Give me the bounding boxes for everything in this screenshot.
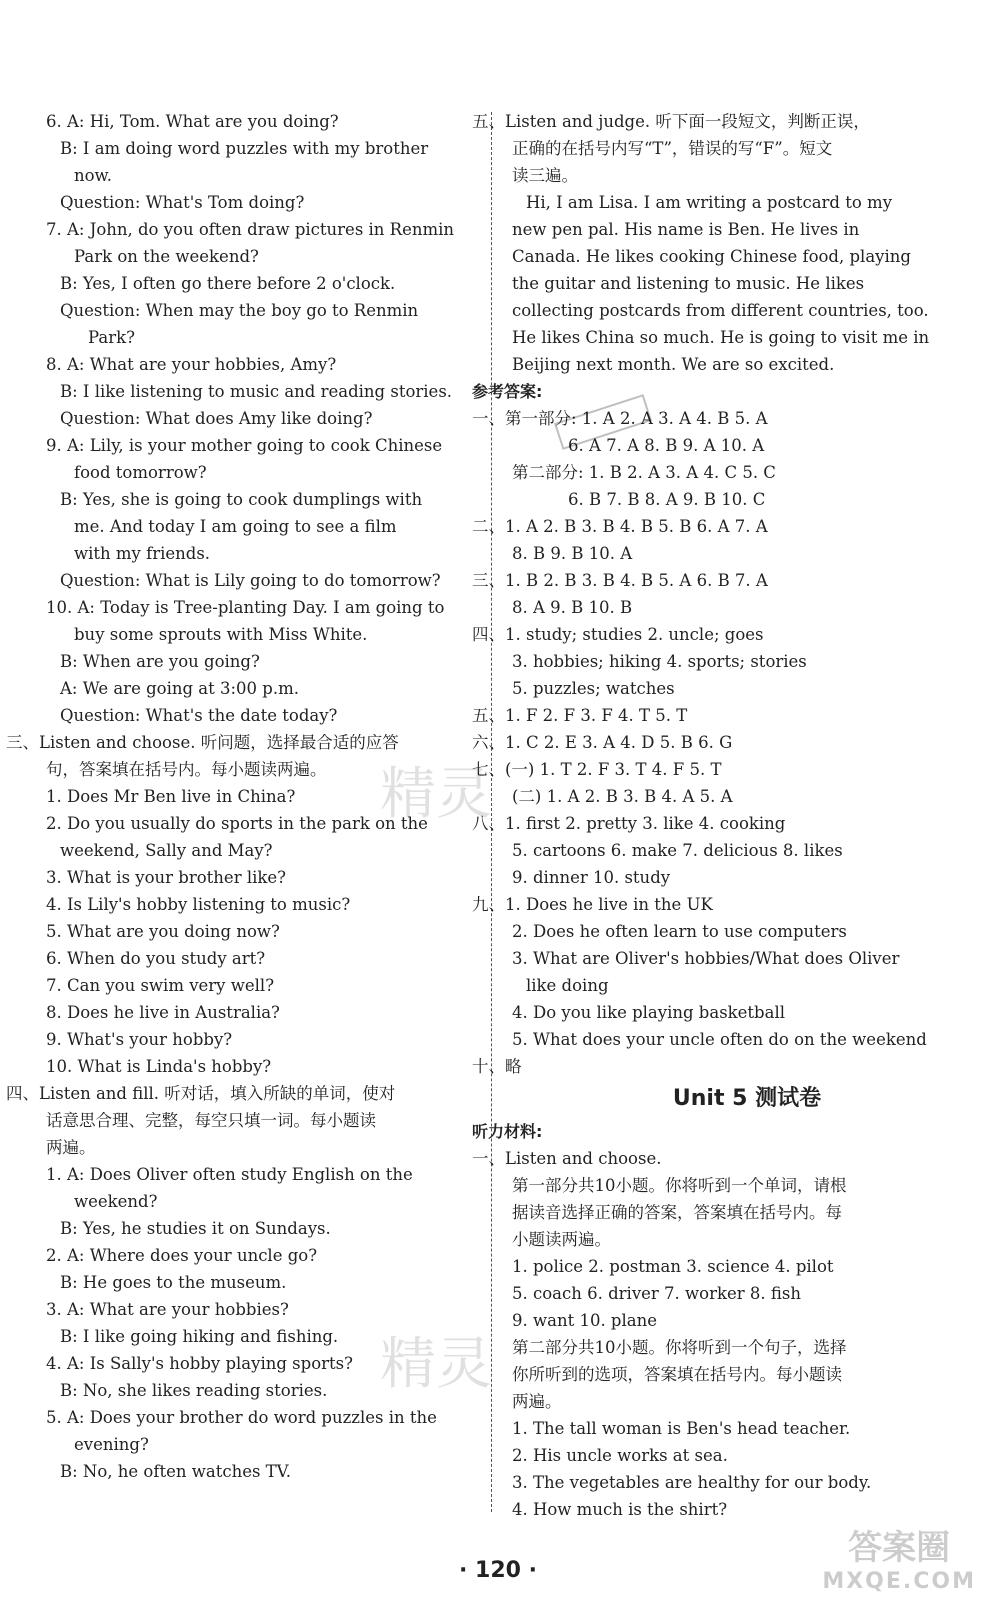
text-line: 四、Listen and fill. 听对话，填入所缺的单词，使对 bbox=[6, 1084, 396, 1103]
text-line: 8. Does he live in Australia? bbox=[46, 1003, 280, 1022]
text-line: 一、Listen and choose. bbox=[472, 1149, 662, 1168]
text-line: 五、1. F 2. F 3. F 4. T 5. T bbox=[472, 706, 688, 725]
text-line: (二) 1. A 2. B 3. B 4. A 5. A bbox=[512, 787, 733, 806]
text-line: Question: When may the boy go to Renmin bbox=[60, 301, 419, 320]
text-line: Question: What does Amy like doing? bbox=[60, 409, 373, 428]
text-line: 5. What does your uncle often do on the weekend bbox=[512, 1030, 927, 1049]
text-line: collecting postcards from different countries, too. bbox=[512, 301, 929, 320]
text-line: 句，答案填在括号内。每小题读两遍。 bbox=[46, 760, 327, 779]
text-line: Question: What is Lily going to do tomorrow? bbox=[60, 571, 441, 590]
text-line: now. bbox=[74, 166, 112, 185]
text-line: 6. B 7. B 8. A 9. B 10. C bbox=[568, 490, 766, 509]
logo-text: 答案圈 bbox=[848, 1528, 951, 1568]
watermark: 精灵 bbox=[380, 762, 492, 827]
text-line: 1. police 2. postman 3. science 4. pilot bbox=[512, 1257, 834, 1276]
text-line: A: We are going at 3:00 p.m. bbox=[60, 679, 299, 698]
text-line: 2. His uncle works at sea. bbox=[512, 1446, 728, 1465]
text-line: the guitar and listening to music. He likes bbox=[512, 274, 865, 293]
text-line: 6. A: Hi, Tom. What are you doing? bbox=[46, 112, 339, 131]
text-line: 四、1. study; studies 2. uncle; goes bbox=[472, 625, 764, 644]
text-line: Hi, I am Lisa. I am writing a postcard to my bbox=[526, 193, 893, 212]
text-line: 1. A: Does Oliver often study English on the bbox=[46, 1165, 413, 1184]
text-line: 4. Do you like playing basketball bbox=[512, 1003, 786, 1022]
text-line: new pen pal. His name is Ben. He lives in bbox=[512, 220, 860, 239]
text-line: 三、Listen and choose. 听问题，选择最合适的应答 bbox=[6, 733, 399, 752]
text-line: 据读音选择正确的答案，答案填在括号内。每 bbox=[512, 1203, 842, 1222]
text-line: B: Yes, she is going to cook dumplings with bbox=[60, 490, 423, 509]
text-line: B: When are you going? bbox=[60, 652, 260, 671]
text-line: 3. The vegetables are healthy for our body. bbox=[512, 1473, 872, 1492]
text-line: 8. A: What are your hobbies, Amy? bbox=[46, 355, 337, 374]
text-line: 4. A: Is Sally's hobby playing sports? bbox=[46, 1354, 353, 1373]
text-line: B: Yes, he studies it on Sundays. bbox=[60, 1219, 331, 1238]
text-line: 参考答案: bbox=[472, 382, 543, 401]
text-line: 3. A: What are your hobbies? bbox=[46, 1300, 289, 1319]
text-line: 第一部分共10小题。你将听到一个单词，请根 bbox=[512, 1176, 847, 1195]
text-line: 1. Does Mr Ben live in China? bbox=[46, 787, 296, 806]
text-line: 6. A 7. A 8. B 9. A 10. A bbox=[568, 436, 765, 455]
page-number: · 120 · bbox=[459, 1558, 537, 1583]
text-line: 9. want 10. plane bbox=[512, 1311, 658, 1330]
text-line: 两遍。 bbox=[512, 1392, 562, 1411]
text-line: 正确的在括号内写“T”，错误的写“F”。短文 bbox=[512, 139, 833, 158]
text-line: weekend? bbox=[74, 1192, 158, 1211]
right-column bbox=[472, 108, 982, 1523]
text-line: 5. coach 6. driver 7. worker 8. fish bbox=[512, 1284, 801, 1303]
text-line: 六、1. C 2. E 3. A 4. D 5. B 6. G bbox=[472, 733, 733, 752]
text-line: me. And today I am going to see a film bbox=[74, 517, 397, 536]
text-line: 3. What are Oliver's hobbies/What does Oliver bbox=[512, 949, 900, 968]
text-line: 7. Can you swim very well? bbox=[46, 976, 275, 995]
text-line: 你所听到的选项，答案填在括号内。每小题读 bbox=[512, 1365, 842, 1384]
text-line: buy some sprouts with Miss White. bbox=[74, 625, 368, 644]
text-line: evening? bbox=[74, 1435, 149, 1454]
text-line: B: I am doing word puzzles with my brother bbox=[60, 139, 429, 158]
text-line: 7. A: John, do you often draw pictures in Renmin bbox=[46, 220, 455, 239]
text-line: 9. dinner 10. study bbox=[512, 868, 671, 887]
text-line: 10. What is Linda's hobby? bbox=[46, 1057, 272, 1076]
text-line: Canada. He likes cooking Chinese food, playing bbox=[512, 247, 911, 266]
text-line: weekend, Sally and May? bbox=[60, 841, 273, 860]
text-line: B: No, she likes reading stories. bbox=[60, 1381, 328, 1400]
text-line: 8. B 9. B 10. A bbox=[512, 544, 633, 563]
text-line: 二、1. A 2. B 3. B 4. B 5. B 6. A 7. A bbox=[472, 517, 768, 536]
text-line: 9. What's your hobby? bbox=[46, 1030, 233, 1049]
text-line: 话意思合理、完整，每空只填一词。每小题读 bbox=[46, 1111, 376, 1130]
text-line: 5. puzzles; watches bbox=[512, 679, 675, 698]
text-line: 读三遍。 bbox=[512, 166, 578, 185]
text-line: B: No, he often watches TV. bbox=[60, 1462, 291, 1481]
text-line: 五、Listen and judge. 听下面一段短文，判断正误， bbox=[472, 112, 870, 131]
text-line: 1. The tall woman is Ben's head teacher. bbox=[512, 1419, 851, 1438]
text-line: B: I like listening to music and reading stories. bbox=[60, 382, 453, 401]
site-logo bbox=[822, 1520, 976, 1594]
text-line: 2. Does he often learn to use computers bbox=[512, 922, 847, 941]
text-line: 八、1. first 2. pretty 3. like 4. cooking bbox=[472, 814, 786, 833]
text-line: Park on the weekend? bbox=[74, 247, 259, 266]
text-line: 10. A: Today is Tree-planting Day. I am going to bbox=[46, 598, 445, 617]
text-line: 3. hobbies; hiking 4. sports; stories bbox=[512, 652, 807, 671]
text-line: 第二部分: 1. B 2. A 3. A 4. C 5. C bbox=[512, 463, 776, 482]
text-line: B: Yes, I often go there before 2 o'clock. bbox=[60, 274, 396, 293]
text-line: Beijing next month. We are so excited. bbox=[512, 355, 835, 374]
text-line: 8. A 9. B 10. B bbox=[512, 598, 633, 617]
text-line: 3. What is your brother like? bbox=[46, 868, 286, 887]
text-line: 5. What are you doing now? bbox=[46, 922, 280, 941]
text-line: B: I like going hiking and fishing. bbox=[60, 1327, 339, 1346]
text-line: 第二部分共10小题。你将听到一个句子，选择 bbox=[512, 1338, 847, 1357]
text-line: He likes China so much. He is going to visit me in bbox=[512, 328, 930, 347]
text-line: 小题读两遍。 bbox=[512, 1230, 611, 1249]
text-line: 九、1. Does he live in the UK bbox=[472, 895, 713, 914]
text-line: Question: What's Tom doing? bbox=[60, 193, 305, 212]
text-line: 2. A: Where does your uncle go? bbox=[46, 1246, 318, 1265]
text-line: like doing bbox=[526, 976, 609, 995]
section-title: Unit 5 测试卷 bbox=[672, 1086, 822, 1111]
text-line: 5. cartoons 6. make 7. delicious 8. likes bbox=[512, 841, 843, 860]
text-line: B: He goes to the museum. bbox=[60, 1273, 287, 1292]
watermark: 精灵 bbox=[380, 1332, 492, 1397]
text-line: 4. Is Lily's hobby listening to music? bbox=[46, 895, 351, 914]
text-line: 6. When do you study art? bbox=[46, 949, 266, 968]
text-line: 一、第一部分: 1. A 2. A 3. A 4. B 5. A bbox=[472, 409, 768, 428]
text-line: Question: What's the date today? bbox=[60, 706, 338, 725]
text-line: with my friends. bbox=[74, 544, 211, 563]
text-line: 十、略 bbox=[472, 1057, 522, 1076]
text-line: Park? bbox=[88, 328, 135, 347]
text-line: food tomorrow? bbox=[74, 463, 207, 482]
text-line: 三、1. B 2. B 3. B 4. B 5. A 6. B 7. A bbox=[472, 571, 768, 590]
text-line: 听力材料: bbox=[472, 1122, 543, 1141]
text-line: 9. A: Lily, is your mother going to cook Chinese bbox=[46, 436, 443, 455]
logo-url: MXQE.COM bbox=[822, 1569, 976, 1594]
text-line: 两遍。 bbox=[46, 1138, 96, 1157]
text-line: 4. How much is the shirt? bbox=[512, 1500, 728, 1519]
text-line: 2. Do you usually do sports in the park on the bbox=[46, 814, 428, 833]
text-line: 七、(一) 1. T 2. F 3. T 4. F 5. T bbox=[472, 760, 722, 779]
text-line: 5. A: Does your brother do word puzzles in the bbox=[46, 1408, 437, 1427]
